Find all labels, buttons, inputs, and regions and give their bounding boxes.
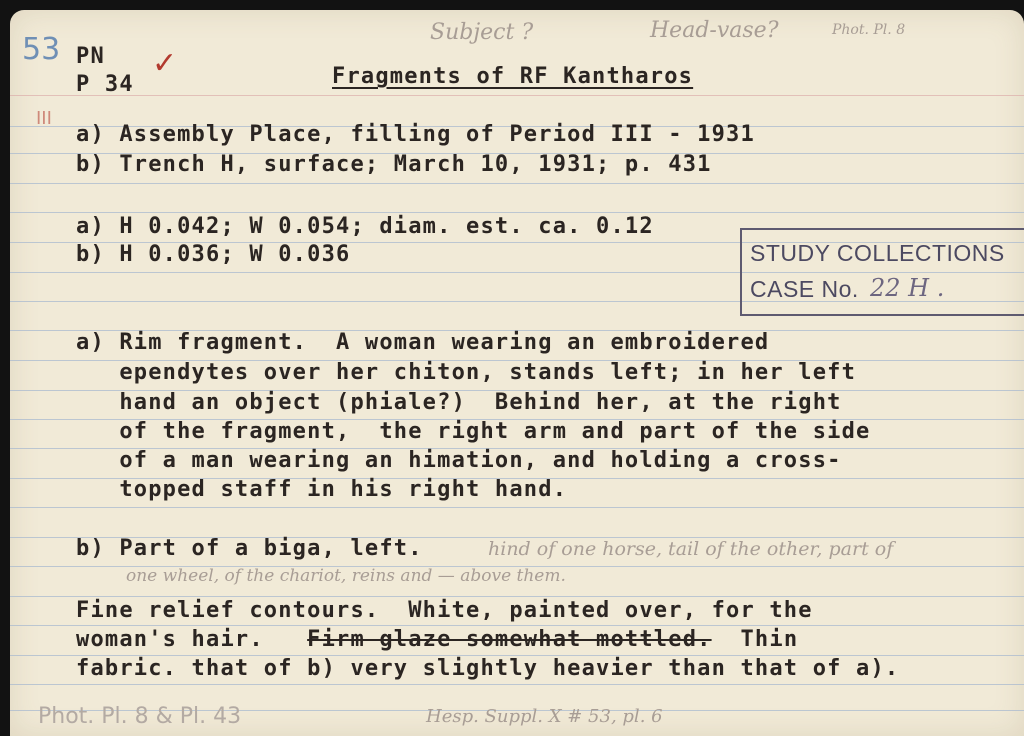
catalog-number: 53: [22, 32, 61, 67]
period-mark: III: [36, 108, 52, 129]
header-rule: [10, 95, 1024, 96]
dimensions-a: a) H 0.042; W 0.054; diam. est. ca. 0.12: [76, 214, 654, 239]
dimensions-b: b) H 0.036; W 0.036: [76, 242, 351, 267]
stamp-case-number: 22 H .: [870, 274, 945, 302]
remarks-line: fabric. that of b) very slightly heavier than that of a).: [76, 656, 900, 681]
ruled-line: [10, 684, 1024, 685]
ruled-line: [10, 212, 1024, 213]
pencil-description-b-2: one wheel, of the chariot, reins and — above them.: [126, 566, 566, 586]
struck-remarks-text: Firm glaze somewhat mottled.: [307, 627, 712, 652]
pencil-photo-reference: Phot. Pl. 8 & Pl. 43: [38, 704, 242, 729]
remarks-line: Fine relief contours. White, painted over, for the: [76, 598, 813, 623]
description-a-line: of the fragment, the right arm and part of the side: [76, 419, 871, 444]
pencil-subject-note: Subject ?: [430, 20, 534, 45]
card-title: Fragments of RF Kantharos: [332, 64, 694, 89]
remarks-line: [76, 627, 798, 652]
collection-code: PN: [76, 44, 105, 69]
catalog-card: [10, 10, 1024, 736]
study-collections-stamp: [740, 228, 1024, 316]
findspot-a: a) Assembly Place, filling of Period III - 1931: [76, 122, 755, 147]
remarks-text: Thin: [711, 627, 799, 652]
pencil-head-vase-note: Head-vase?: [650, 18, 779, 43]
description-a-line: a) Rim fragment. A woman wearing an embroidered: [76, 330, 770, 355]
description-a-line: topped staff in his right hand.: [76, 477, 568, 502]
check-mark-icon: ✓: [152, 46, 178, 81]
ruled-line: [10, 507, 1024, 508]
ruled-line: [10, 625, 1024, 626]
description-a-line: hand an object (phiale?) Behind her, at the right: [76, 390, 842, 415]
pencil-description-b-1: hind of one horse, tail of the other, part of: [488, 538, 894, 560]
findspot-b: b) Trench H, surface; March 10, 1931; p. 431: [76, 152, 712, 177]
pencil-phot-note: Phot. Pl. 8: [832, 22, 906, 38]
remarks-text: woman's hair.: [76, 627, 308, 652]
pencil-publication-reference: Hesp. Suppl. X # 53, pl. 6: [426, 706, 663, 727]
inventory-number: P 34: [76, 72, 134, 97]
stamp-title: STUDY COLLECTIONS: [750, 240, 1005, 266]
stamp-case-label: CASE No.: [750, 276, 859, 302]
description-b: b) Part of a biga, left.: [76, 536, 423, 561]
description-a-line: of a man wearing an himation, and holding a cross-: [76, 448, 842, 473]
description-a-line: ependytes over her chiton, stands left; in her left: [76, 360, 857, 385]
ruled-line: [10, 183, 1024, 184]
ruled-line: [10, 596, 1024, 597]
